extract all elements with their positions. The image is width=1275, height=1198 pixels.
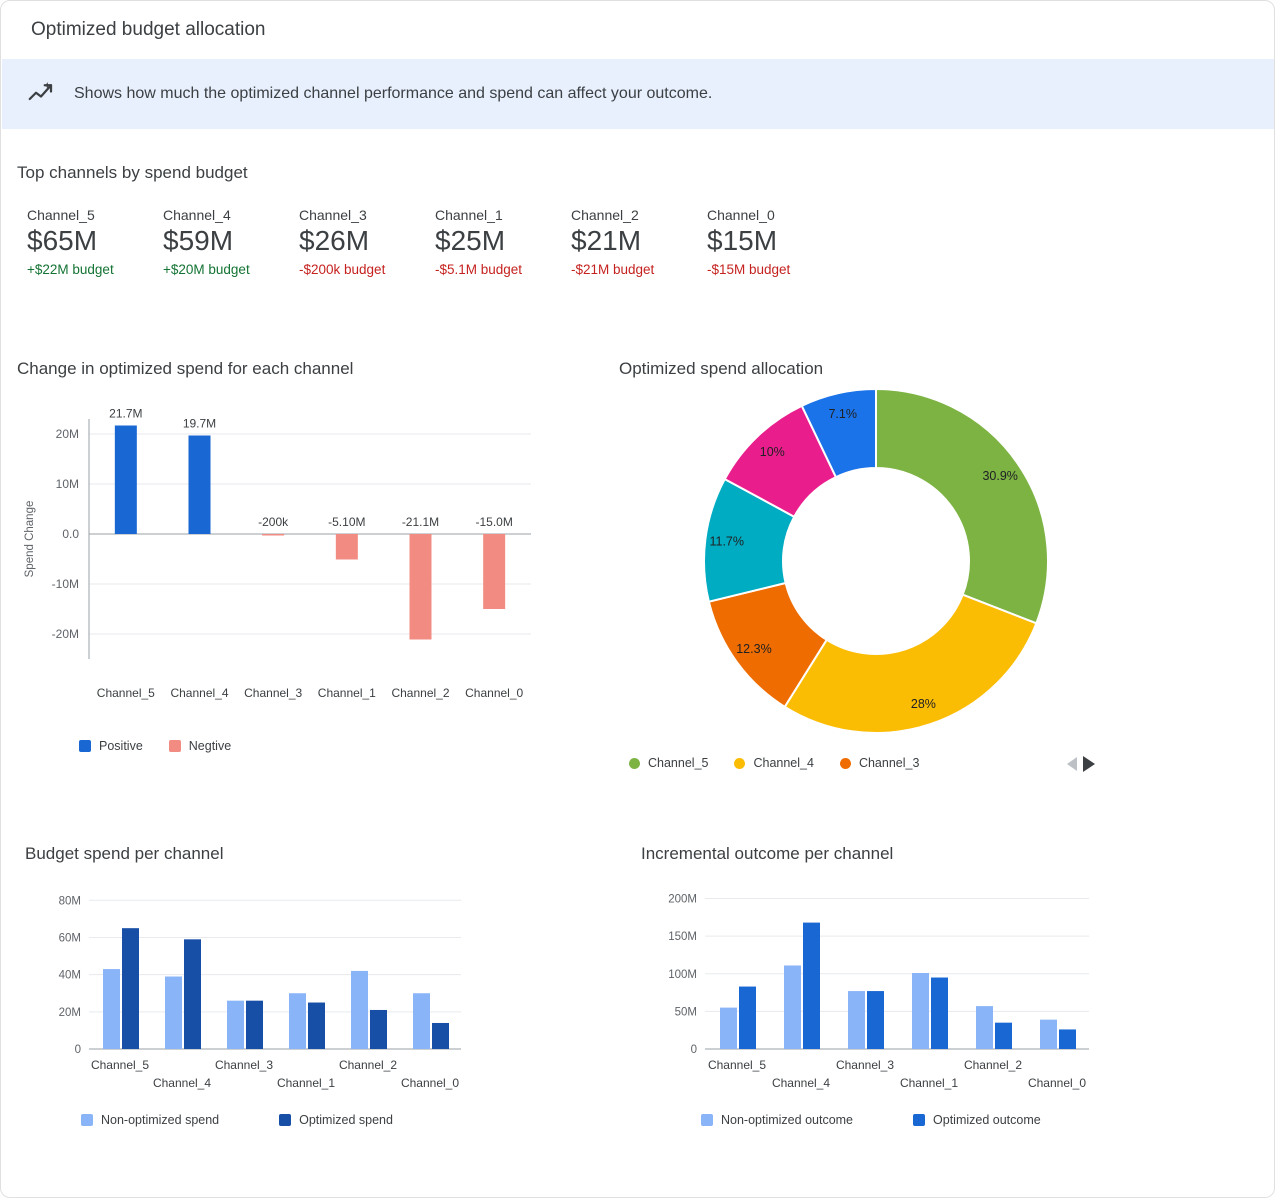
svg-text:Channel_2: Channel_2 [963, 1058, 1023, 1072]
legend-swatch-channel-5 [629, 758, 640, 769]
svg-text:200M: 200M [668, 893, 697, 906]
svg-text:11.7%: 11.7% [709, 534, 745, 549]
legend-swatch-non-optimized-spend [81, 1114, 93, 1126]
legend-label: Channel_5 [648, 756, 709, 770]
legend-item[interactable] [701, 1113, 853, 1127]
svg-text:Spend Change: Spend Change [24, 500, 36, 578]
svg-text:-20M: -20M [51, 627, 79, 641]
kpi-channel-name: Channel_0 [707, 207, 775, 223]
svg-text:50M: 50M [674, 1006, 697, 1019]
legend-item[interactable] [169, 739, 231, 753]
svg-text:Channel_4: Channel_4 [152, 1076, 212, 1090]
kpi-section-title: Top channels by spend budget [17, 163, 248, 182]
legend-label: Channel_3 [858, 756, 920, 770]
incremental-outcome-chart-title: Incremental outcome per channel [641, 844, 894, 863]
legend-swatch-optimized-spend [279, 1114, 291, 1126]
incremental-outcome-svg [637, 879, 1107, 1099]
kpi-channel-name: Channel_5 [27, 207, 95, 223]
svg-text:30.9%: 30.9% [982, 469, 1018, 484]
allocation-chart-title: Optimized spend allocation [619, 359, 824, 378]
svg-text:28%: 28% [910, 696, 936, 711]
kpi-channel-name: Channel_2 [571, 207, 639, 223]
svg-text:Channel_1: Channel_1 [899, 1076, 959, 1090]
allocation-donut-svg [621, 381, 1121, 751]
allocation-legend [629, 756, 945, 770]
incremental-outcome-legend [701, 1113, 1067, 1127]
svg-text:21.7M: 21.7M [109, 406, 143, 421]
next-arrow-icon[interactable] [1083, 756, 1095, 772]
svg-text:-15.0M: -15.0M [475, 515, 513, 529]
insight-text: Shows how much the optimized channel performance and spend can affect your outcome. [74, 85, 713, 102]
legend-swatch-positive [79, 740, 91, 752]
spend-change-chart-title: Change in optimized spend for each channel [17, 359, 354, 378]
svg-text:80M: 80M [58, 895, 81, 908]
svg-text:20M: 20M [55, 427, 79, 441]
legend-item[interactable] [913, 1113, 1041, 1127]
incremental-outcome-chart [637, 879, 1107, 1104]
svg-text:0: 0 [690, 1044, 697, 1056]
svg-text:Channel_1: Channel_1 [317, 686, 376, 700]
svg-text:Channel_2: Channel_2 [391, 686, 450, 700]
legend-label: Channel_4 [753, 756, 814, 770]
legend-item[interactable] [629, 756, 708, 770]
svg-text:20M: 20M [58, 1006, 81, 1019]
kpi-card [299, 207, 435, 277]
svg-text:Channel_4: Channel_4 [771, 1076, 831, 1090]
legend-label: Non-optimized spend [101, 1113, 220, 1127]
kpi-delta: +$22M budget [27, 262, 114, 278]
legend-label: Optimized spend [299, 1113, 393, 1127]
trending-up-icon [24, 77, 58, 111]
svg-text:Channel_5: Channel_5 [96, 686, 155, 700]
svg-text:0: 0 [74, 1044, 81, 1056]
svg-text:Channel_3: Channel_3 [244, 686, 303, 700]
svg-text:Channel_0: Channel_0 [400, 1076, 460, 1090]
svg-text:-5.10M: -5.10M [328, 515, 366, 529]
kpi-delta: -$200k budget [299, 262, 386, 278]
legend-item[interactable] [840, 756, 919, 770]
svg-text:-200k: -200k [258, 515, 289, 529]
svg-text:12.3%: 12.3% [736, 642, 772, 657]
kpi-card [707, 207, 843, 277]
prev-arrow-icon[interactable] [1067, 757, 1077, 771]
kpi-channel-name: Channel_3 [299, 207, 367, 223]
svg-text:10M: 10M [55, 477, 79, 491]
legend-item[interactable] [79, 739, 143, 753]
kpi-channel-name: Channel_1 [435, 207, 503, 223]
svg-text:100M: 100M [668, 968, 697, 981]
kpi-value: $26M [299, 225, 370, 256]
kpi-delta: +$20M budget [163, 262, 250, 278]
legend-label: Positive [99, 739, 143, 753]
allocation-legend-pager[interactable] [1067, 756, 1095, 772]
svg-text:10%: 10% [759, 444, 785, 459]
kpi-value: $15M [707, 225, 778, 256]
kpi-value: $21M [571, 225, 642, 256]
legend-item[interactable] [81, 1113, 219, 1127]
svg-text:-10M: -10M [51, 577, 79, 591]
allocation-donut-chart [621, 381, 1121, 756]
legend-label: Non-optimized outcome [721, 1113, 854, 1127]
budget-spend-chart-title: Budget spend per channel [25, 844, 224, 863]
kpi-value: $25M [435, 225, 506, 256]
legend-label: Negtive [188, 739, 232, 753]
legend-label: Optimized outcome [933, 1113, 1041, 1127]
svg-text:Channel_5: Channel_5 [707, 1058, 767, 1072]
svg-text:Channel_0: Channel_0 [1027, 1076, 1087, 1090]
legend-swatch-negative [169, 740, 181, 752]
insight-banner [2, 59, 1274, 129]
spend-change-svg [11, 389, 571, 729]
kpi-card [571, 207, 707, 277]
kpi-value: $59M [163, 225, 234, 256]
spend-change-legend [79, 739, 257, 753]
legend-swatch-channel-4 [734, 758, 745, 769]
svg-text:60M: 60M [58, 932, 81, 945]
kpi-card [435, 207, 571, 277]
budget-spend-chart [21, 879, 491, 1104]
kpi-delta: -$15M budget [707, 262, 791, 278]
kpi-channel-name: Channel_4 [163, 207, 231, 223]
budget-spend-svg [21, 879, 491, 1099]
kpi-delta: -$5.1M budget [435, 262, 523, 278]
kpi-delta: -$21M budget [571, 262, 655, 278]
svg-text:Channel_5: Channel_5 [90, 1058, 150, 1072]
legend-swatch-non-optimized-outcome [701, 1114, 713, 1126]
svg-text:Channel_4: Channel_4 [170, 686, 229, 700]
svg-text:Channel_3: Channel_3 [835, 1058, 895, 1072]
legend-item[interactable] [279, 1113, 393, 1127]
svg-text:0.0: 0.0 [62, 527, 79, 541]
legend-swatch-optimized-outcome [913, 1114, 925, 1126]
kpi-card [163, 207, 299, 277]
legend-item[interactable] [734, 756, 813, 770]
legend-swatch-channel-3 [840, 758, 851, 769]
svg-text:Channel_1: Channel_1 [276, 1076, 336, 1090]
kpi-card [27, 207, 163, 277]
svg-text:150M: 150M [668, 931, 697, 944]
page-title: Optimized budget allocation [31, 19, 266, 40]
kpi-row [27, 207, 843, 277]
svg-text:Channel_3: Channel_3 [214, 1058, 274, 1072]
svg-text:-21.1M: -21.1M [401, 515, 440, 529]
svg-text:19.7M: 19.7M [182, 416, 217, 431]
svg-text:Channel_0: Channel_0 [465, 686, 524, 700]
kpi-value: $65M [27, 225, 98, 256]
budget-spend-legend [81, 1113, 419, 1127]
svg-text:7.1%: 7.1% [828, 407, 857, 422]
spend-change-chart [11, 389, 571, 734]
svg-text:40M: 40M [58, 969, 81, 982]
svg-text:Channel_2: Channel_2 [338, 1058, 398, 1072]
